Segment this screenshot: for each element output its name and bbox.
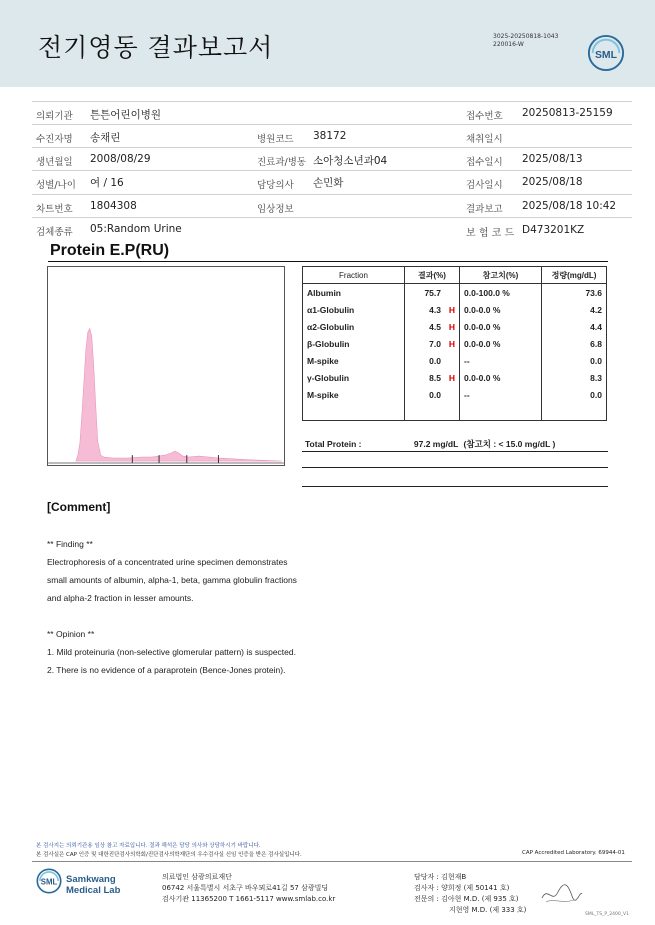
report-date-label: 결과보고 [466,204,503,215]
opinion-line: 1. Mild proteinuria (non-selective glomerular pattern) is suspected. [47,647,296,657]
cell-quantity [542,284,607,302]
insurance-code-value: D473201KZ [522,224,585,236]
footer-address: 06742 서울특별시 서초구 바우뫼로41길 57 삼광빌딩 [162,884,329,892]
cell-result [405,301,460,318]
quantity-value: 73.6 [585,287,602,298]
footer-contact: 검사기관 11365200 T 1661-5117 www.smlab.co.kr [162,895,336,903]
fraction-value: M-spike [307,355,339,366]
cell-result [405,352,460,369]
header-result: 결과(%) [405,267,460,284]
quantity-value: 6.8 [590,338,602,349]
results-table [302,266,607,421]
chart-no-label: 차트번호 [36,204,73,215]
specimen-label: 검체종류 [36,227,73,238]
sml-logo-icon [587,34,625,72]
reference-value: 0.0-0.0 % [464,304,501,315]
table-row [303,301,607,318]
table-row [303,335,607,352]
header-fraction: Fraction [303,267,405,284]
staff-line: 검사자 : 양희정 (제 50141 호) [414,884,510,892]
cell-reference [460,403,542,421]
finding-line: and alpha-2 fraction in lesser amounts. [47,593,194,603]
doctor-label: 담당의사 [257,180,294,191]
footer-accreditation-notice: 본 검사실은 CAP 인증 및 대한진단검사의학회/진단검사의학재단의 우수검사실 신임 인증을 받은 검사실입니다. [36,852,302,858]
cell-fraction [303,352,405,369]
cell-reference [460,318,542,335]
version-code: SML_TS_P_2400_V1 [585,912,629,917]
exam-date-value: 2025/08/18 [522,176,583,188]
birth-label: 생년월일 [36,157,73,168]
high-flag: H [448,372,455,383]
divider [32,170,632,171]
reference-value: 0.0-0.0 % [464,338,501,349]
table-row [303,284,607,302]
cell-fraction [303,369,405,386]
institution-label: 의뢰기관 [36,111,73,122]
cell-quantity [542,403,607,421]
cell-fraction [303,335,405,352]
specimen-value: 05:Random Urine [90,223,182,235]
hospital-code-value: 38172 [313,130,347,142]
collect-date-label: 채취일시 [466,134,503,145]
clinical-info-label: 임상정보 [257,204,294,215]
section-underline [48,261,608,262]
document-number [493,33,558,49]
cell-result [405,284,460,302]
total-protein-label: Total Protein : [305,439,362,449]
divider [302,467,608,468]
total-protein-reference: (참고치 : < 15.0 mg/dL ) [463,439,556,449]
insurance-code-label: 보 험 코 드 [466,228,515,239]
document-number-line1: 3025-20250818-1043 [493,33,559,40]
divider [32,194,632,195]
reference-value: -- [464,355,470,366]
footer-org: 의료법인 삼광의료재단 [162,873,232,881]
fraction-value: γ-Globulin [307,372,350,383]
dept-label: 진료과/병동 [257,157,307,168]
svg-text:SML: SML [40,877,58,887]
cell-reference [460,301,542,318]
cell-result [405,403,460,421]
institution-value: 튼튼어린이병원 [90,109,162,121]
finding-line: small amounts of albumin, alpha-1, beta, gamma globulin fractions [47,575,297,585]
table-row [303,318,607,335]
divider [32,217,632,218]
cell-reference [460,284,542,302]
cell-result [405,369,460,386]
receive-date-value: 2025/08/13 [522,153,583,165]
quantity-value: 4.4 [590,321,602,332]
brand-line1: Samkwang [66,874,116,885]
high-flag: H [448,304,455,315]
sex-age-label: 성별/나이 [36,180,76,191]
fraction-value: Albumin [307,287,341,298]
fraction-value: β-Globulin [307,338,350,349]
receive-date-label: 접수일시 [466,157,503,168]
cell-reference [460,386,542,403]
table-row [303,369,607,386]
cell-fraction [303,318,405,335]
cell-reference [460,369,542,386]
staff-line: 지현영 M.D. (제 333 호) [449,906,527,914]
result-value: 7.0 [429,338,441,349]
reference-value: 0.0-0.0 % [464,321,501,332]
divider [32,101,632,102]
header-quantity: 정량(mg/dL) [542,267,607,284]
document-number-line2: 220016-W [493,41,524,48]
finding-heading: ** Finding ** [47,539,93,549]
page-title: 전기영동 결과보고서 [38,33,274,62]
report-date-value: 2025/08/18 10:42 [522,200,617,212]
result-value: 4.5 [429,321,441,332]
comment-title: [Comment] [47,500,111,514]
svg-text:SML: SML [594,49,618,61]
cell-fraction [303,386,405,403]
fraction-value: M-spike [307,389,339,400]
table-header-row [303,267,607,284]
table-row [303,352,607,369]
cell-quantity [542,386,607,403]
result-value: 8.5 [429,372,441,383]
chart-no-value: 1804308 [90,200,137,212]
cell-fraction [303,301,405,318]
footer-brand [66,874,120,896]
table-row [303,403,607,421]
quantity-value: 0.0 [590,389,602,400]
birth-value: 2008/08/29 [90,153,151,165]
cell-result [405,318,460,335]
reference-value: 0.0-100.0 % [464,287,510,298]
result-value: 0.0 [429,389,441,400]
quantity-value: 8.3 [590,372,602,383]
opinion-heading: ** Opinion ** [47,629,95,639]
staff-line: 담당자 : 김현재B [414,873,467,881]
sex-age-value: 여 / 16 [90,177,124,189]
receipt-no-label: 접수번호 [466,111,503,122]
electrophoresis-curve [76,328,282,461]
fraction-value: α1-Globulin [307,304,355,315]
cap-accreditation: CAP Accredited Laboratory. 69944-01 [522,850,625,856]
header-reference: 참고치(%) [460,267,542,284]
electrophoresis-graph [47,266,285,466]
reference-value: 0.0-0.0 % [464,372,501,383]
doctor-value: 손민화 [313,177,344,189]
divider [32,124,632,125]
result-value: 75.7 [424,287,441,298]
cell-quantity [542,318,607,335]
divider [32,147,632,148]
divider [302,486,608,487]
cell-result [405,386,460,403]
dept-value: 소아청소년과04 [313,155,388,167]
cell-quantity [542,335,607,352]
exam-date-label: 검사일시 [466,180,503,191]
quantity-value: 4.2 [590,304,602,315]
footer-divider [32,861,632,862]
reference-value: -- [464,389,470,400]
section-title: Protein E.P(RU) [50,242,170,259]
cell-reference [460,352,542,369]
result-value: 0.0 [429,355,441,366]
total-protein-value: 97.2 mg/dL [413,439,459,449]
quantity-value: 0.0 [590,355,602,366]
total-protein [305,438,555,450]
cell-fraction [303,284,405,302]
cell-reference [460,335,542,352]
samkwang-logo-icon [36,868,62,894]
cell-quantity [542,369,607,386]
staff-line: 전문의 : 김아현 M.D. (제 935 호) [414,895,519,903]
cell-fraction [303,403,405,421]
opinion-line: 2. There is no evidence of a paraprotein (Bence-Jones protein). [47,665,286,675]
result-value: 4.3 [429,304,441,315]
cell-quantity [542,352,607,369]
name-value: 송채린 [90,132,121,144]
high-flag: H [448,338,455,349]
cell-result [405,335,460,352]
finding-line: Electrophoresis of a concentrated urine specimen demonstrates [47,557,288,567]
receipt-no-value: 20250813-25159 [522,107,613,119]
table-row [303,386,607,403]
signature-icon [540,878,584,908]
brand-line2: Medical Lab [66,885,121,896]
fraction-value: α2-Globulin [307,321,355,332]
divider [302,451,608,452]
name-label: 수진자명 [36,134,73,145]
cell-quantity [542,301,607,318]
high-flag: H [448,321,455,332]
footer-notice: 본 검사지는 의뢰기관용 임상 참고 자료입니다. 결과 해석은 담당 의사와 상담하시기 바랍니다. [36,843,261,849]
hospital-code-label: 병원코드 [257,134,294,145]
